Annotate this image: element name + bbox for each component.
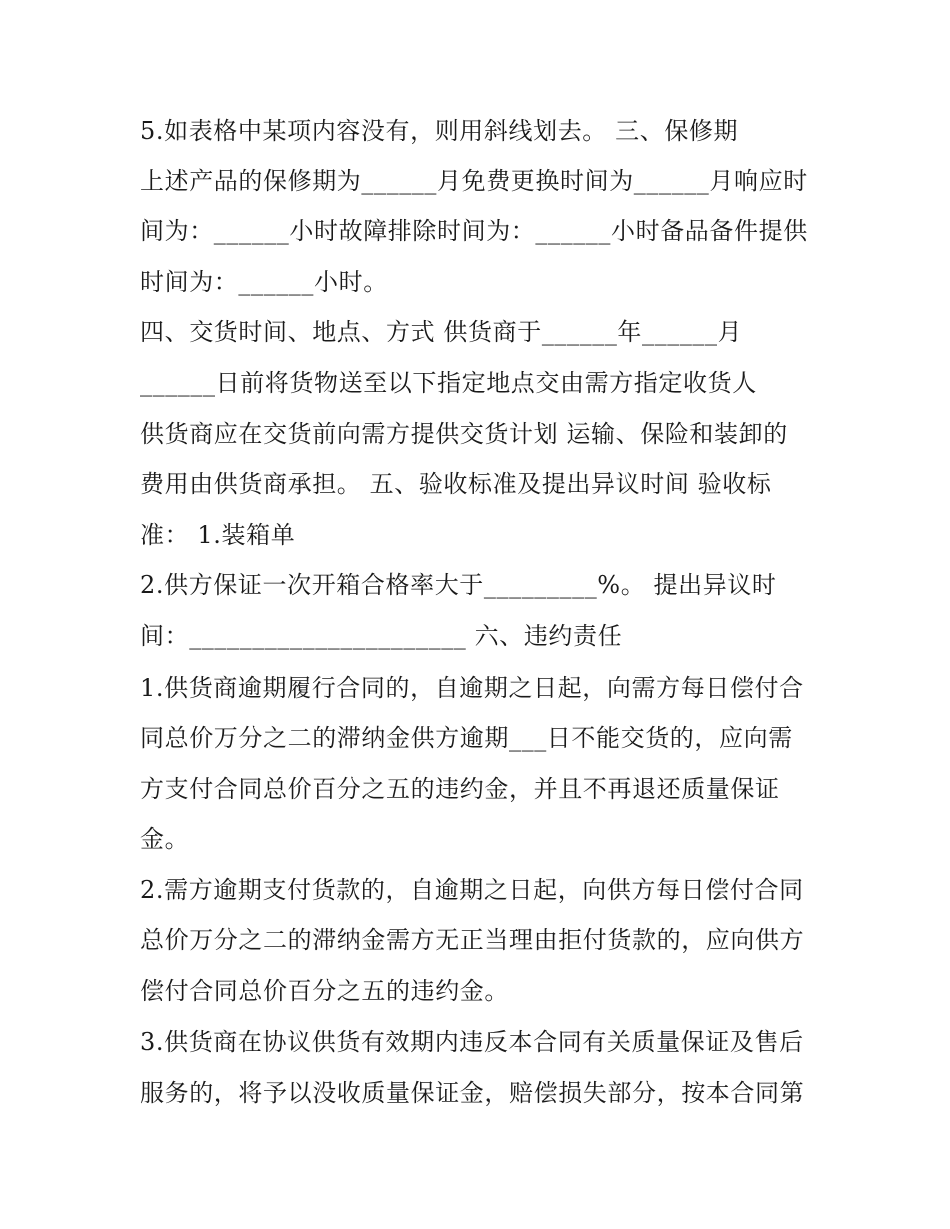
text-line: 供货商应在交货前向需方提供交货计划 运输、保险和装卸的: [140, 420, 788, 448]
text-line: 偿付合同总价百分之五的违约金。: [140, 977, 509, 1005]
text-line: ______日前将货物送至以下指定地点交由需方指定收货人: [140, 369, 757, 397]
text-line: 方支付合同总价百分之五的违约金，并且不再退还质量保证: [140, 775, 780, 803]
text-line: 间为：______小时故障排除时间为：______小时备品备件提供: [140, 217, 808, 245]
text-line: 2.供方保证一次开箱合格率大于_________%。 提出异议时: [140, 571, 777, 599]
text-line: 同总价万分之二的滞纳金供方逾期___日不能交货的，应向需: [140, 724, 793, 752]
text-line: 2.需方逾期支付货款的，自逾期之日起，向供方每日偿付合同: [140, 876, 804, 904]
text-line: 四、交货时间、地点、方式 供货商于______年______月: [140, 318, 743, 346]
text-line: 金。: [140, 825, 190, 853]
text-line: 时间为：______小时。: [140, 268, 388, 296]
text-line: 3.供货商在协议供货有效期内违反本合同有关质量保证及售后: [140, 1028, 804, 1056]
text-line: 费用由供货商承担。 五、验收标准及提出异议时间 验收标: [140, 470, 772, 498]
text-line: 上述产品的保修期为______月免费更换时间为______月响应时: [140, 167, 808, 195]
text-line: 总价万分之二的滞纳金需方无正当理由拒付货款的，应向供方: [140, 926, 805, 954]
text-line: 1.供货商逾期履行合同的，自逾期之日起，向需方每日偿付合: [140, 674, 804, 702]
text-line: 间：______________________ 六、违约责任: [140, 622, 623, 650]
text-line: 服务的，将予以没收质量保证金，赔偿损失部分，按本合同第: [140, 1079, 805, 1107]
text-line: 5.如表格中某项内容没有，则用斜线划去。 三、保修期: [140, 117, 739, 145]
text-line: 准： 1.装箱单: [140, 521, 296, 549]
